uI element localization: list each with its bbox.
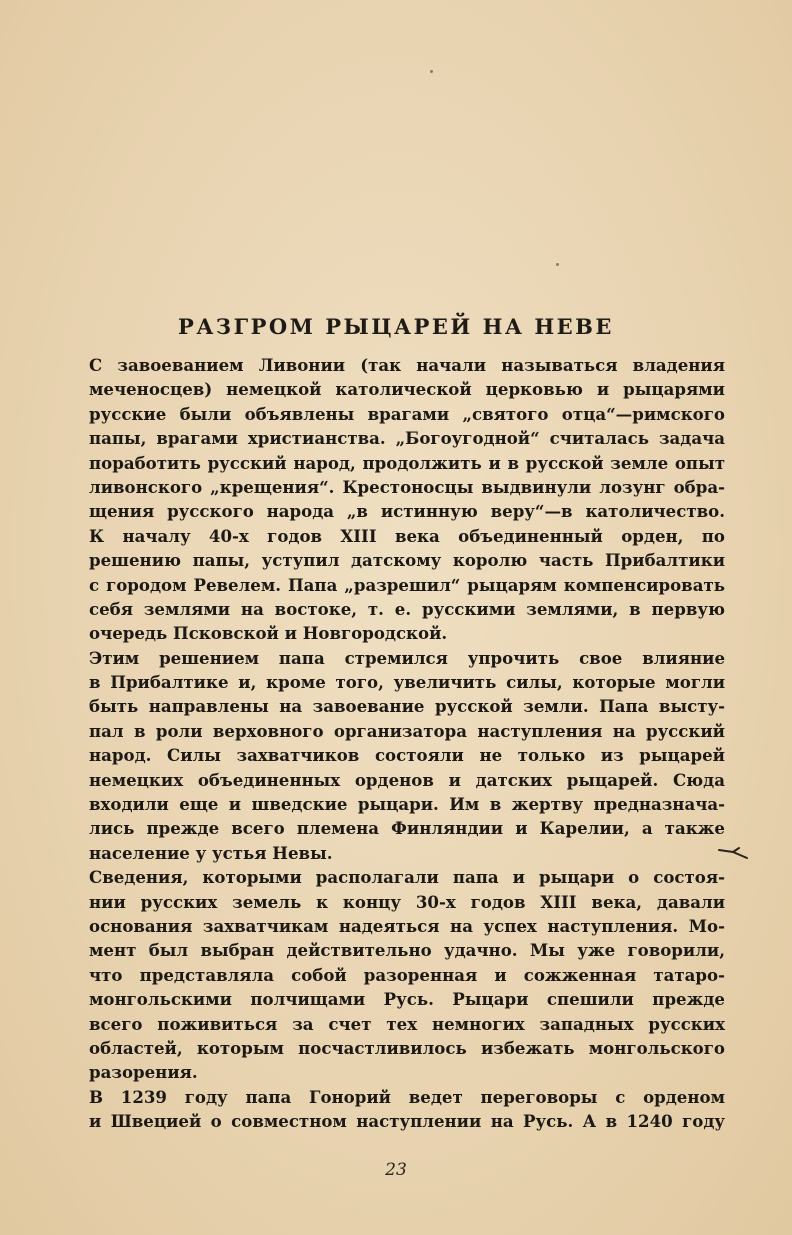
text-line: щения русского народа „в истинную веру“—в католичество.: [89, 501, 725, 522]
text-line: решению папы, уступил датскому королю часть Прибалтики: [89, 550, 725, 571]
text-line: папы, врагами христианства. „Богоугодной“ считалась задача: [89, 428, 725, 449]
text-line: Этим решением папа стремился упрочить свое влияние: [89, 647, 725, 668]
text-line: разорения.: [89, 1062, 198, 1083]
text-line: в Прибалтике и, кроме того, увеличить силы, которые могли: [89, 672, 725, 693]
text-line: монгольскими полчищами Русь. Рыцари спешили прежде: [89, 989, 725, 1010]
text-line: входили еще и шведские рыцари. Им в жертву предназнача-: [89, 794, 725, 815]
text-line: себя землями на востоке, т. е. русскими землями, в первую: [89, 598, 725, 619]
body-text: [89, 353, 725, 1134]
page-number: 23: [385, 1160, 407, 1180]
text-line: и Швецией о совместном наступлении на Русь. А в 1240 году: [89, 1111, 725, 1132]
text-line: с городом Ревелем. Папа „разрешил“ рыцарям компенсировать: [89, 574, 725, 595]
text-line: нии русских земель к концу 30-х годов XIII века, давали: [89, 891, 725, 912]
text-line: В 1239 году папа Гонорий ведет переговоры с орденом: [89, 1086, 725, 1107]
text-line: население у устья Невы.: [89, 842, 333, 863]
text-line: мент был выбран действительно удачно. Мы уже говорили,: [89, 940, 725, 961]
text-line: ливонского „крещения“. Крестоносцы выдвинули лозунг обра-: [89, 476, 725, 497]
text-line: меченосцев) немецкой католической церковью и рыцарями: [89, 379, 725, 400]
text-line: очередь Псковской и Новгородской.: [89, 623, 448, 644]
chapter-heading: РАЗГРОМ РЫЦАРЕЙ НА НЕВЕ: [178, 314, 614, 339]
text-line: немецких объединенных орденов и датских рыцарей. Сюда: [89, 769, 725, 790]
text-line: С завоеванием Ливонии (так начали называться владения: [89, 355, 725, 375]
text-line: народ. Силы захватчиков состояли не только из рыцарей: [89, 745, 725, 766]
text-line: областей, которым посчастливилось избежать монгольского: [89, 1037, 725, 1058]
paper-speck: [556, 263, 559, 266]
text-line: быть направлены на завоевание русской земли. Папа высту-: [89, 696, 725, 717]
text-line: пал в роли верховного организатора наступления на русский: [89, 720, 725, 741]
text-line: К началу 40-х годов XIII века объединенный орден, по: [89, 525, 725, 546]
text-line: лись прежде всего племена Финляндии и Карелии, а также: [89, 818, 725, 839]
text-line: что представляла собой разоренная и сожженная татаро-: [89, 964, 725, 985]
text-line: основания захватчикам надеяться на успех наступления. Мо-: [89, 915, 725, 936]
text-line: Сведения, которыми располагали папа и рыцари о состоя-: [89, 867, 725, 888]
text-line: русские были объявлены врагами „святого отца“—римского: [89, 403, 725, 424]
pencil-mark: [717, 846, 751, 860]
paper-speck: [430, 70, 433, 73]
text-line: всего поживиться за счет тех немногих западных русских: [89, 1013, 725, 1034]
text-line: поработить русский народ, продолжить и в русской земле опыт: [89, 452, 725, 473]
